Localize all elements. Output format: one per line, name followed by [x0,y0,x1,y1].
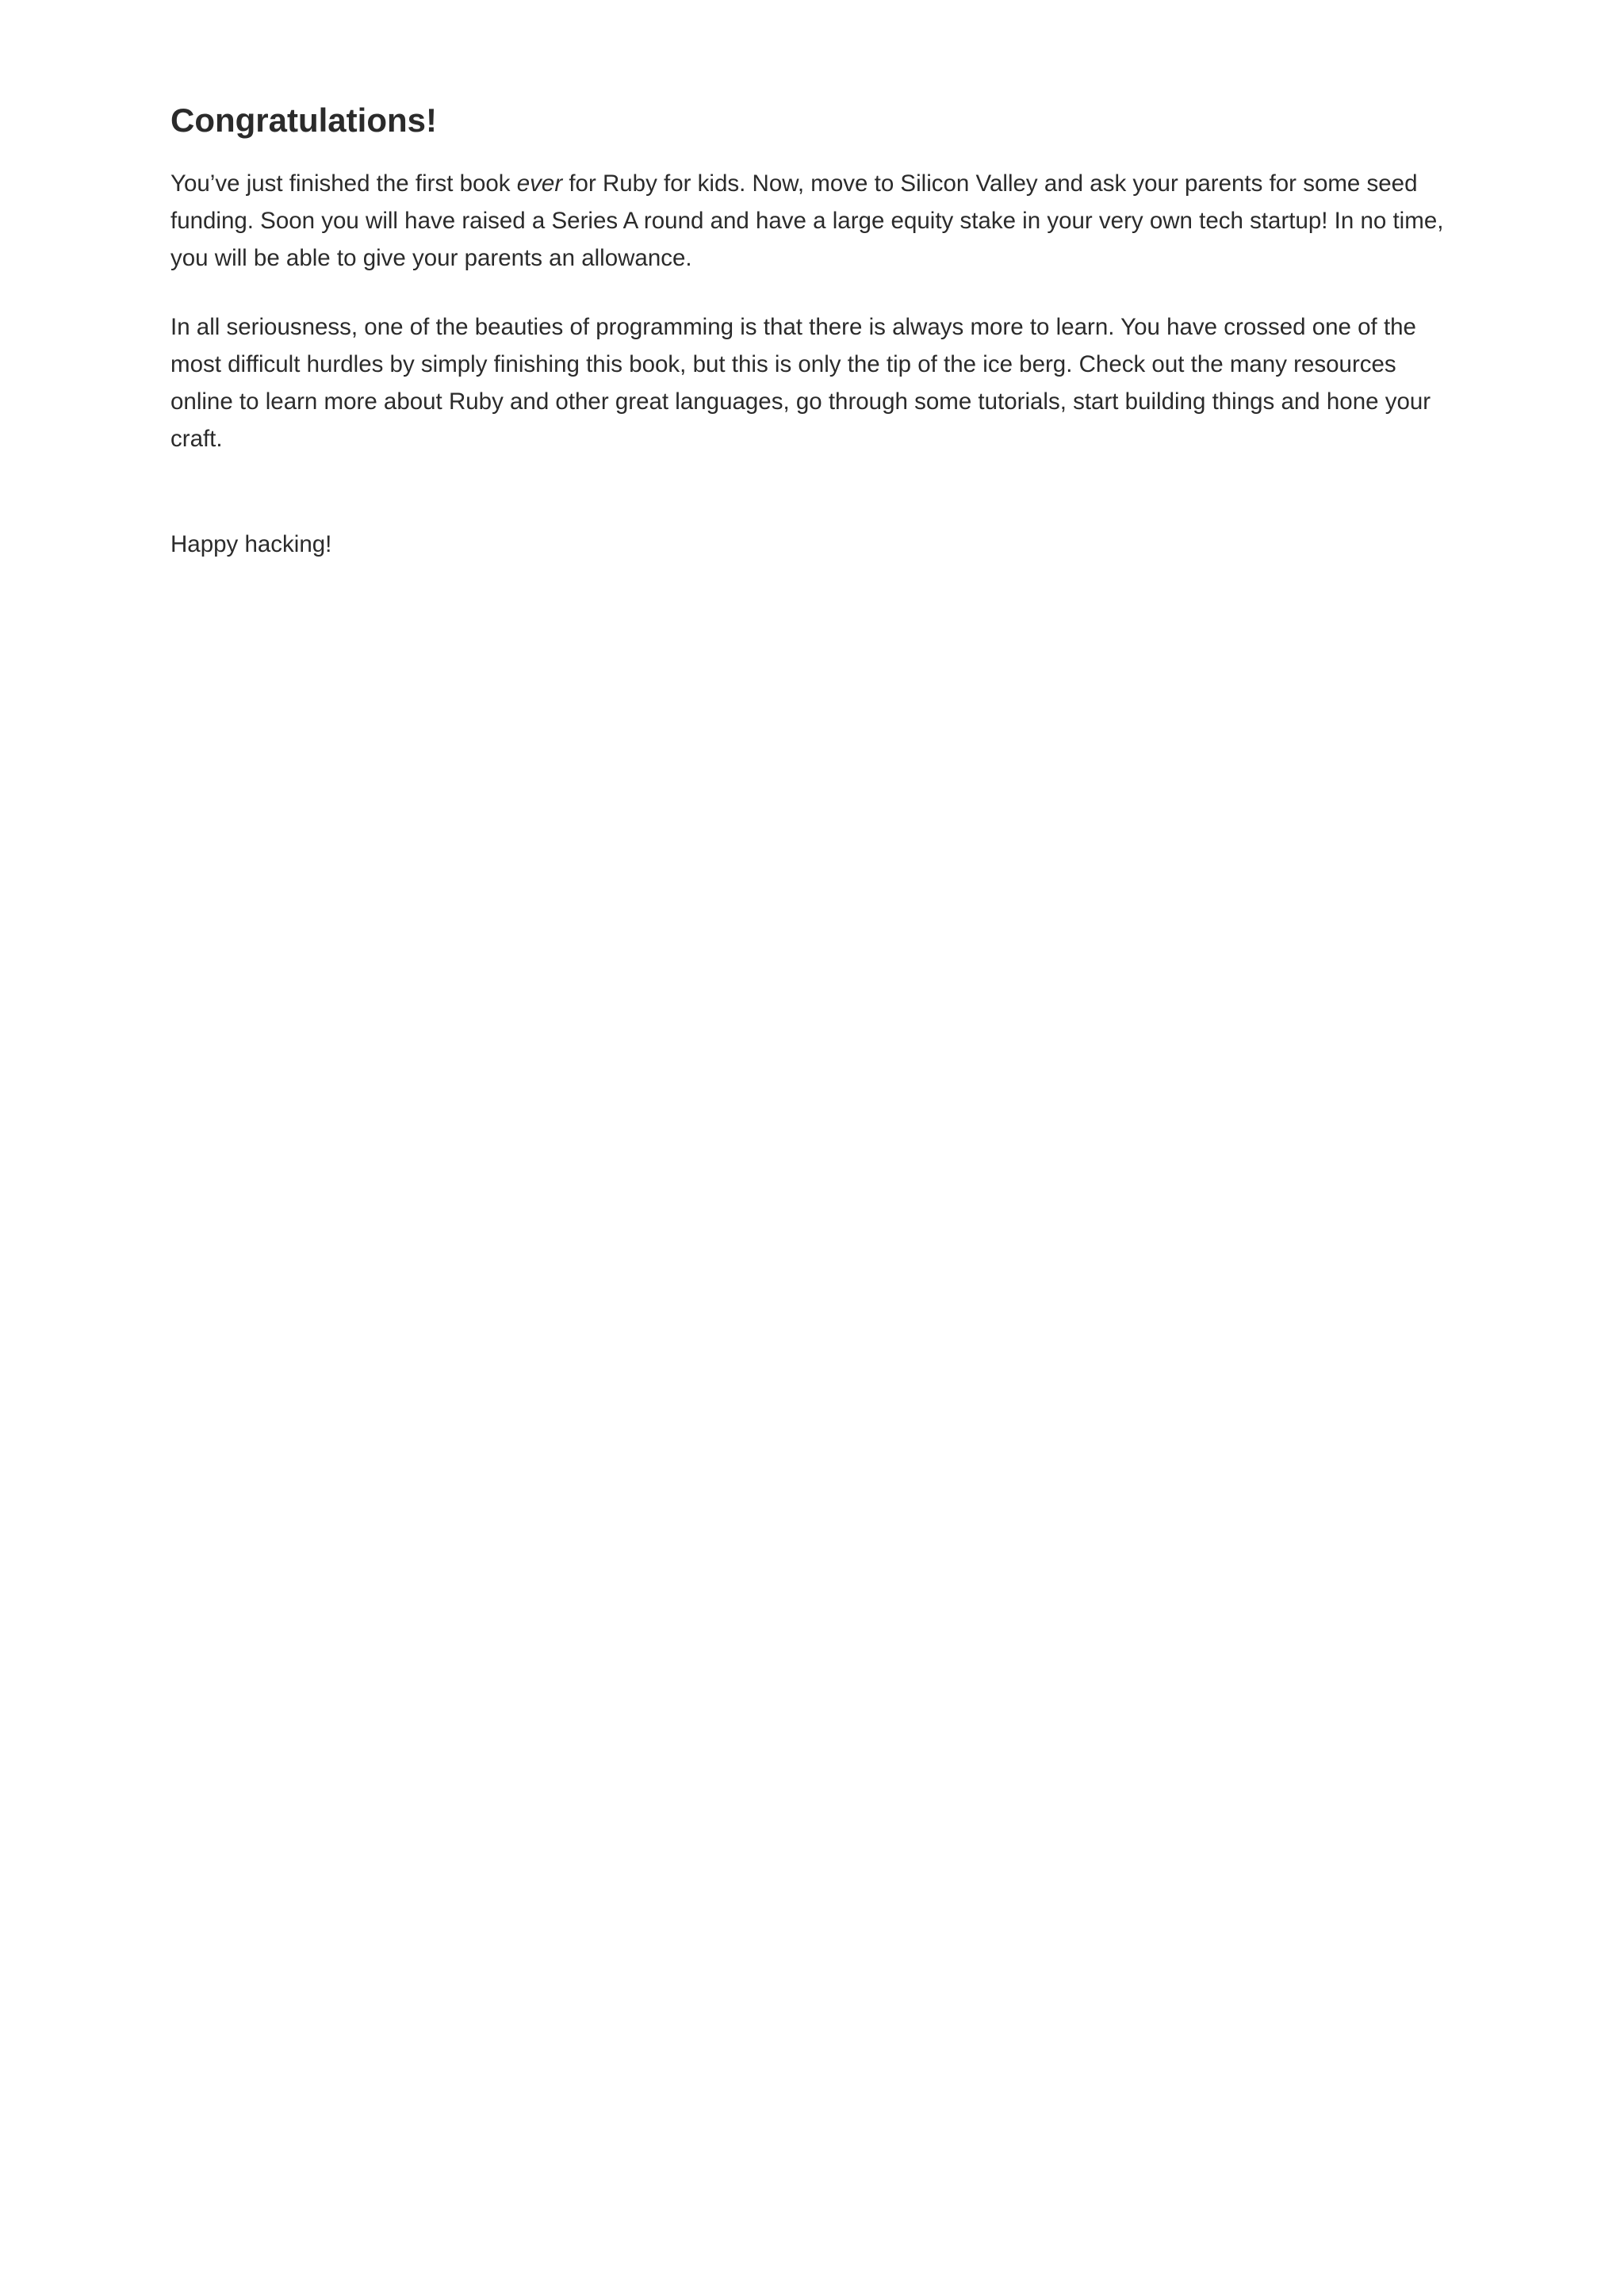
closing-line: Happy hacking! [170,531,332,557]
paragraph-intro-text-end: for Ruby for kids. Now, move to Silicon Valley and ask your parents for some seed funding. Soon you will have raised a Series A round and have a large equity stake in your very own tech startup! In no time, you will be able to give your parents an allowance. [170,170,1444,271]
paragraph-intro [170,165,1459,277]
paragraph-seriousness: In all seriousness, one of the beauties of programming is that there is always more to learn. You have crossed one of the most difficult hurdles by simply finishing this book, but this is only the tip of the ice berg. Check out the many resources online to learn more about Ruby and other great languages, go through some tutorials, start building things and hone your craft. [170,314,1431,452]
document-page [170,89,1459,563]
page-title: Congratulations! [170,101,437,139]
paragraph-intro-text-start: You’ve just finished the first book [170,170,517,197]
emphasis-ever: ever [516,170,563,197]
